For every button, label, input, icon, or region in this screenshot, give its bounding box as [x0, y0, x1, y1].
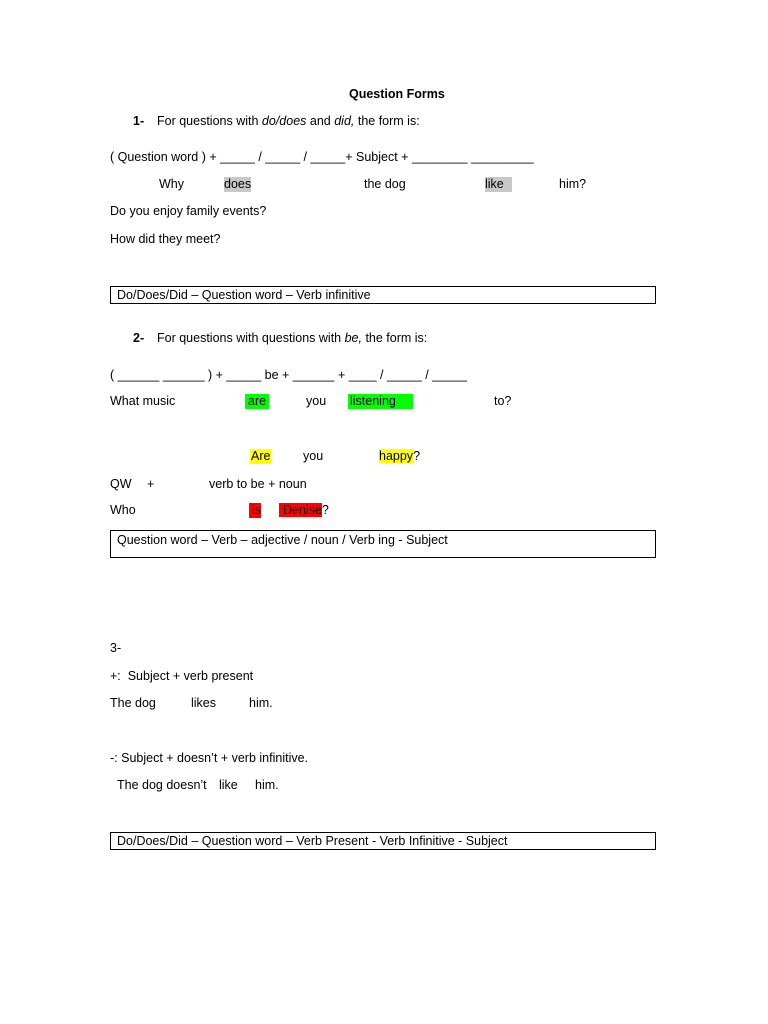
section-2-intro-post: the form is: [361, 331, 428, 345]
example-why: Why [159, 177, 184, 191]
example-you-2: you [303, 449, 324, 463]
pattern-verb-to-be: verb to be + noun [209, 477, 307, 491]
example-you-1: you [306, 394, 327, 408]
section-3-summary-box [110, 832, 656, 850]
page-title: Question Forms [349, 87, 445, 101]
section-1-summary-box [110, 286, 656, 304]
section-2-intro [157, 331, 427, 346]
section-2-intro-em: be, [344, 331, 362, 345]
example-denise-highlight: Denise [279, 503, 322, 517]
example-what-music: What music [110, 394, 176, 408]
example-are-yellow-highlight: Are [251, 449, 271, 463]
section-1-intro-post: the form is: [354, 114, 420, 128]
example-happy-highlight: happy [379, 449, 414, 463]
example-him: him? [559, 177, 587, 191]
section-2-summary-text: Question word – Verb – adjective / noun / Verb ing - Subject [117, 533, 448, 547]
example-happy-line [379, 449, 420, 464]
section-1-formula: ( Question word ) + _____ / _____ / _____+ Subject + ________ _________ [110, 150, 534, 164]
section-1-number: 1- [133, 114, 145, 128]
example-are-highlight: are [245, 394, 269, 409]
pattern-plus: + [147, 477, 155, 491]
example-question-1: Do you enjoy family events? [110, 204, 267, 218]
section-1-intro-pre: For questions with [157, 114, 262, 128]
positive-example-him: him. [249, 696, 273, 710]
example-who: Who [110, 503, 136, 517]
example-denise-qmark: ? [321, 503, 329, 517]
example-happy-qmark: ? [413, 449, 421, 463]
section-1-intro-mid: and [306, 114, 335, 128]
section-1-intro-em2: did, [334, 114, 355, 128]
section-2-number: 2- [133, 331, 145, 345]
example-listening-highlight: listening [348, 394, 413, 409]
example-the-dog: the dog [364, 177, 406, 191]
positive-example-likes: likes [191, 696, 217, 710]
example-to: to? [494, 394, 512, 408]
example-question-2: How did they meet? [110, 232, 221, 246]
positive-rule: +: Subject + verb present [110, 669, 254, 683]
negative-example-c: him. [255, 778, 279, 792]
example-does-highlight: does [224, 177, 252, 191]
section-2-summary-box [110, 530, 656, 558]
section-1-summary-text: Do/Does/Did – Question word – Verb infinitive [117, 288, 371, 302]
example-denise-line [279, 503, 329, 518]
section-3-summary-text: Do/Does/Did – Question word – Verb Present - Verb Infinitive - Subject [117, 834, 508, 848]
positive-example-the-dog: The dog [110, 696, 156, 710]
negative-rule: -: Subject + doesn’t + verb infinitive. [110, 751, 309, 765]
section-1-intro-em1: do/does [261, 114, 307, 128]
section-2-formula: ( ______ ______ ) + _____ be + ______ + ____ / _____ / _____ [110, 368, 467, 382]
section-2-intro-pre: For questions with questions with [157, 331, 345, 345]
pattern-qw: QW [110, 477, 132, 491]
example-is-highlight: is [249, 503, 261, 518]
section-3-number: 3- [110, 641, 122, 655]
negative-example-a: The dog doesn’t [117, 778, 207, 792]
example-like-highlight: like [485, 177, 512, 192]
section-1-intro [157, 114, 420, 129]
negative-example-b: like [219, 778, 238, 792]
